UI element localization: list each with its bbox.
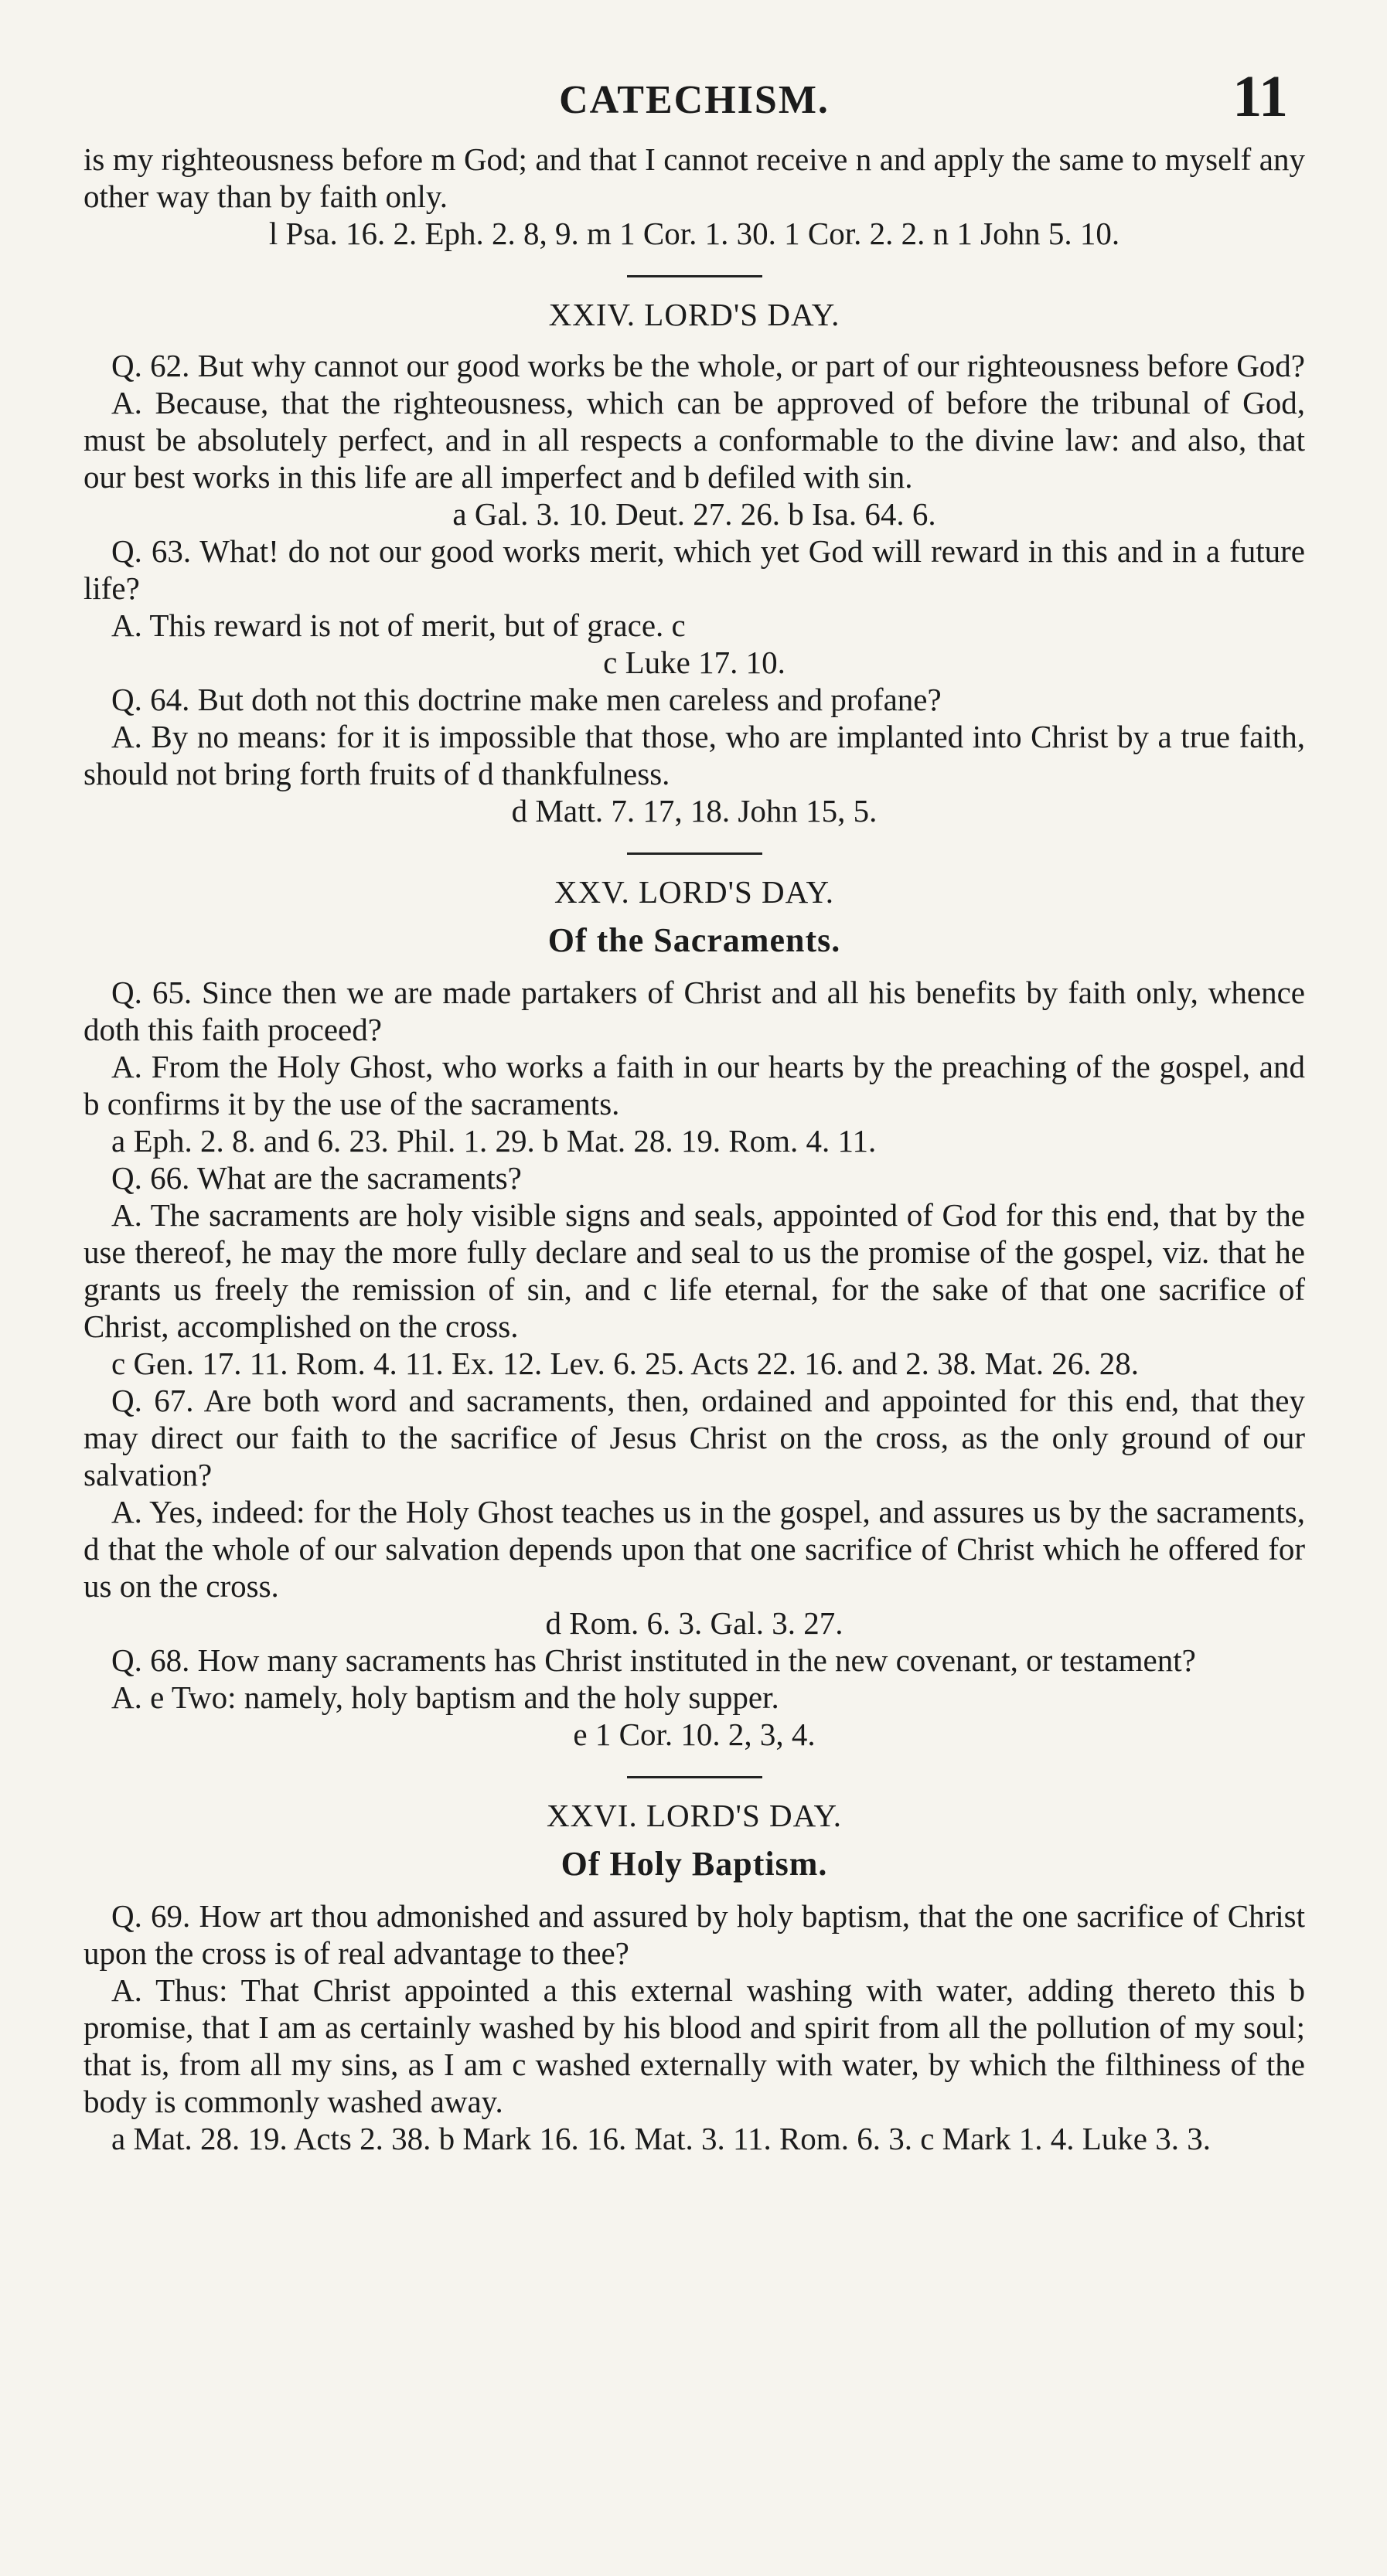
lords-day-25	[83, 873, 1305, 1753]
scripture-references: c Luke 17. 10.	[603, 645, 786, 680]
scripture-references: a Gal. 3. 10. Deut. 27. 26. b Isa. 64. 6.	[452, 496, 936, 532]
page-header	[83, 63, 1305, 141]
question: Q. 69. How art thou admonished and assured by holy baptism, that the one sacrifice of Christ upon the cross is of real advantage to thee?	[83, 1898, 1305, 1971]
answer: A. e Two: namely, holy baptism and the holy supper.	[111, 1679, 779, 1715]
lords-day-title: XXVI. LORD'S DAY.	[546, 1798, 843, 1833]
answer: A. By no means: for it is impossible that those, who are implanted into Christ by a true faith, should not bring forth fruits of d thankfulness.	[83, 719, 1305, 791]
section-divider	[627, 1776, 762, 1778]
scripture-references: e 1 Cor. 10. 2, 3, 4.	[573, 1717, 816, 1752]
answer: A. From the Holy Ghost, who works a faith in our hearts by the preaching of the gospel, and b confirms it by the use of the sacraments.	[83, 1049, 1305, 1121]
section-body	[83, 1897, 1305, 2157]
answer: A. Because, that the righteousness, which can be approved of before the tribunal of God, must be absolutely perfect, and in all respects a conformable to the divine law: and also, that our best works in this life are all imperfect and b defiled with sin.	[83, 385, 1305, 495]
answer: A. Thus: That Christ appointed a this external washing with water, adding thereto this b promise, that I am as certainly washed by his blood and spirit from all the pollution of my soul; that is, from all my sins, as I am c washed externally with water, by which the filthiness of the body is commonly washed away.	[83, 1972, 1305, 2119]
answer: A. The sacraments are holy visible signs and seals, appointed of God for this end, that by the use thereof, he may the more fully declare and seal to us the promise of the gospel, viz. that he grants us freely the remission of sin, and c life eternal, for the sake of that one sacrifice of Christ, accomplished on the cross.	[83, 1197, 1305, 1344]
question: Q. 64. But doth not this doctrine make men careless and profane?	[111, 682, 942, 717]
scripture-references: d Rom. 6. 3. Gal. 3. 27.	[545, 1605, 843, 1641]
running-head: CATECHISM.	[559, 78, 830, 122]
lords-day-title: XXIV. LORD'S DAY.	[548, 297, 840, 332]
question: Q. 67. Are both word and sacraments, then, ordained and appointed for this end, that they may direct our faith to the sacrifice of Jesus Christ on the cross, as the only ground of our salvation?	[83, 1383, 1305, 1492]
scripture-references: a Eph. 2. 8. and 6. 23. Phil. 1. 29. b Mat. 28. 19. Rom. 4. 11.	[111, 1123, 877, 1159]
answer: A. This reward is not of merit, but of grace. c	[111, 607, 686, 643]
scripture-references: l Psa. 16. 2. Eph. 2. 8, 9. m 1 Cor. 1. 30. 1 Cor. 2. 2. n 1 John 5. 10.	[268, 216, 1120, 251]
lords-day-26	[83, 1797, 1305, 2157]
lords-day-24	[83, 296, 1305, 829]
question: Q. 68. How many sacraments has Christ instituted in the new covenant, or testament?	[111, 1642, 1196, 1678]
continued-answer: is my righteousness before m God; and that I cannot receive n and apply the same to myself any other way than by faith only.	[83, 141, 1305, 214]
section-body	[83, 347, 1305, 829]
question: Q. 62. But why cannot our good works be the whole, or part of our righteousness before God?	[111, 348, 1306, 383]
section-body	[83, 974, 1305, 1753]
scripture-references: c Gen. 17. 11. Rom. 4. 11. Ex. 12. Lev. 6. 25. Acts 22. 16. and 2. 38. Mat. 26. 28.	[111, 1346, 1139, 1381]
lords-day-title: XXV. LORD'S DAY.	[554, 874, 835, 910]
section-divider	[627, 852, 762, 855]
question: Q. 63. What! do not our good works merit, which yet God will reward in this and in a future life?	[83, 533, 1305, 606]
opening-text	[83, 141, 1305, 252]
book-page	[83, 63, 1305, 2157]
question: Q. 66. What are the sacraments?	[111, 1160, 522, 1196]
section-title: Of the Sacraments.	[547, 921, 841, 959]
scripture-references: a Mat. 28. 19. Acts 2. 38. b Mark 16. 16. Mat. 3. 11. Rom. 6. 3. c Mark 1. 4. Luke 3. 3.	[111, 2121, 1211, 2156]
question: Q. 65. Since then we are made partakers of Christ and all his benefits by faith only, whence doth this faith proceed?	[83, 975, 1305, 1047]
section-divider	[627, 275, 762, 277]
page-number: 11	[1232, 64, 1288, 129]
scripture-references: d Matt. 7. 17, 18. John 15, 5.	[511, 793, 878, 829]
section-title: Of Holy Baptism.	[561, 1845, 828, 1883]
answer: A. Yes, indeed: for the Holy Ghost teaches us in the gospel, and assures us by the sacraments, d that the whole of our salvation depends upon that one sacrifice of Christ which he offered for us on the cross.	[83, 1494, 1305, 1604]
